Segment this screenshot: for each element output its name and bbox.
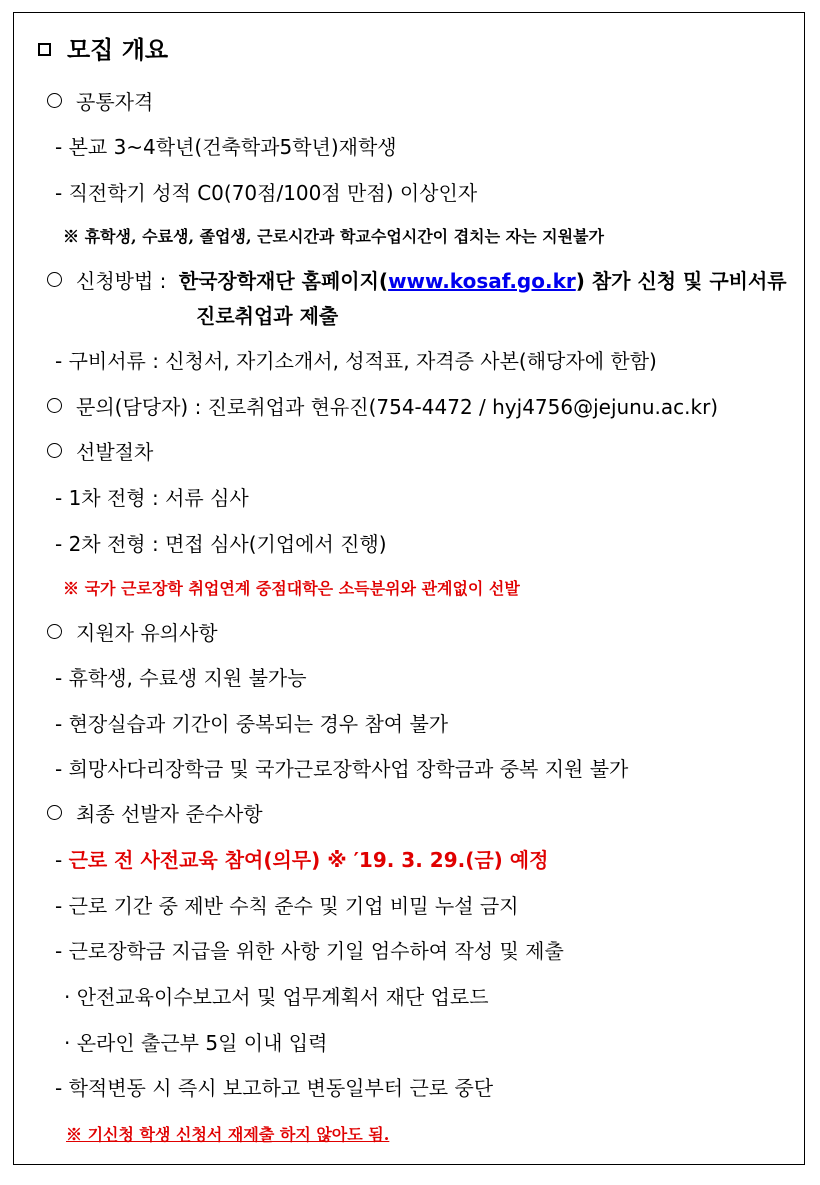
circle-bullet-icon [47,398,62,413]
final-red-item: - 근로 전 사전교육 참여(의무) ※ ′19. 3. 29.(금) 예정 [55,848,549,872]
apply-method-line2: 진로취업과 제출 [196,304,339,328]
qualification-item-1: - 본교 3~4학년(건축학과5학년)재학생 [55,135,397,159]
selection-title: 선발절차 [47,439,153,465]
apply-documents: - 구비서류 : 신청서, 자기소개서, 성적표, 자격증 사본(해당자에 한함) [55,349,657,373]
section-heading: 모집 개요 [38,35,168,65]
selection-item-2: - 2차 전형 : 면접 심사(기업에서 진행) [55,532,387,556]
caution-item-1: - 휴학생, 수료생 지원 불가능 [55,666,307,690]
selection-item-1: - 1차 전형 : 서류 심사 [55,486,249,510]
kosaf-link[interactable]: www.kosaf.go.kr [388,269,576,293]
final-title: 최종 선발자 준수사항 [47,801,263,827]
circle-bullet-icon [47,624,62,639]
final-note: ※ 기신청 학생 신청서 재제출 하지 않아도 됨. [66,1125,390,1144]
circle-bullet-icon [47,93,62,108]
qualification-note: ※ 휴학생, 수료생, 졸업생, 근로시간과 학교수업시간이 겹치는 자는 지원불가 [63,227,604,246]
caution-item-2: - 현장실습과 기간이 중복되는 경우 참여 불가 [55,712,449,736]
final-item-1: - 근로 기간 중 제반 수칙 준수 및 기업 비밀 누설 금지 [55,894,519,918]
final-item-2: - 근로장학금 지급을 위한 사항 기일 엄수하여 작성 및 제출 [55,939,564,963]
contact-info: 문의(담당자) : 진로취업과 현유진(754-4472 / hyj4756@jejunu.ac.kr) [47,394,718,420]
selection-note: ※ 국가 근로장학 취업연계 중점대학은 소득분위와 관계없이 선발 [63,579,520,598]
caution-title: 지원자 유의사항 [47,620,218,646]
circle-bullet-icon [47,805,62,820]
circle-bullet-icon [47,443,62,458]
caution-item-3: - 희망사다리장학금 및 국가근로장학사업 장학금과 중복 지원 불가 [55,757,629,781]
circle-bullet-icon [47,272,62,287]
final-sub-item-1: · 안전교육이수보고서 및 업무계획서 재단 업로드 [64,985,489,1009]
final-last-item: - 학적변동 시 즉시 보고하고 변동일부터 근로 중단 [55,1076,494,1100]
apply-method: 신청방법 : 한국장학재단 홈페이지(www.kosaf.go.kr) 참가 신청 및 구비서류 [47,268,787,294]
qualification-title: 공통자격 [47,89,153,115]
checkbox-square-icon [38,43,51,56]
final-sub-item-2: · 온라인 출근부 5일 이내 입력 [64,1031,328,1055]
qualification-item-2: - 직전학기 성적 C0(70점/100점 만점) 이상인자 [55,181,478,205]
